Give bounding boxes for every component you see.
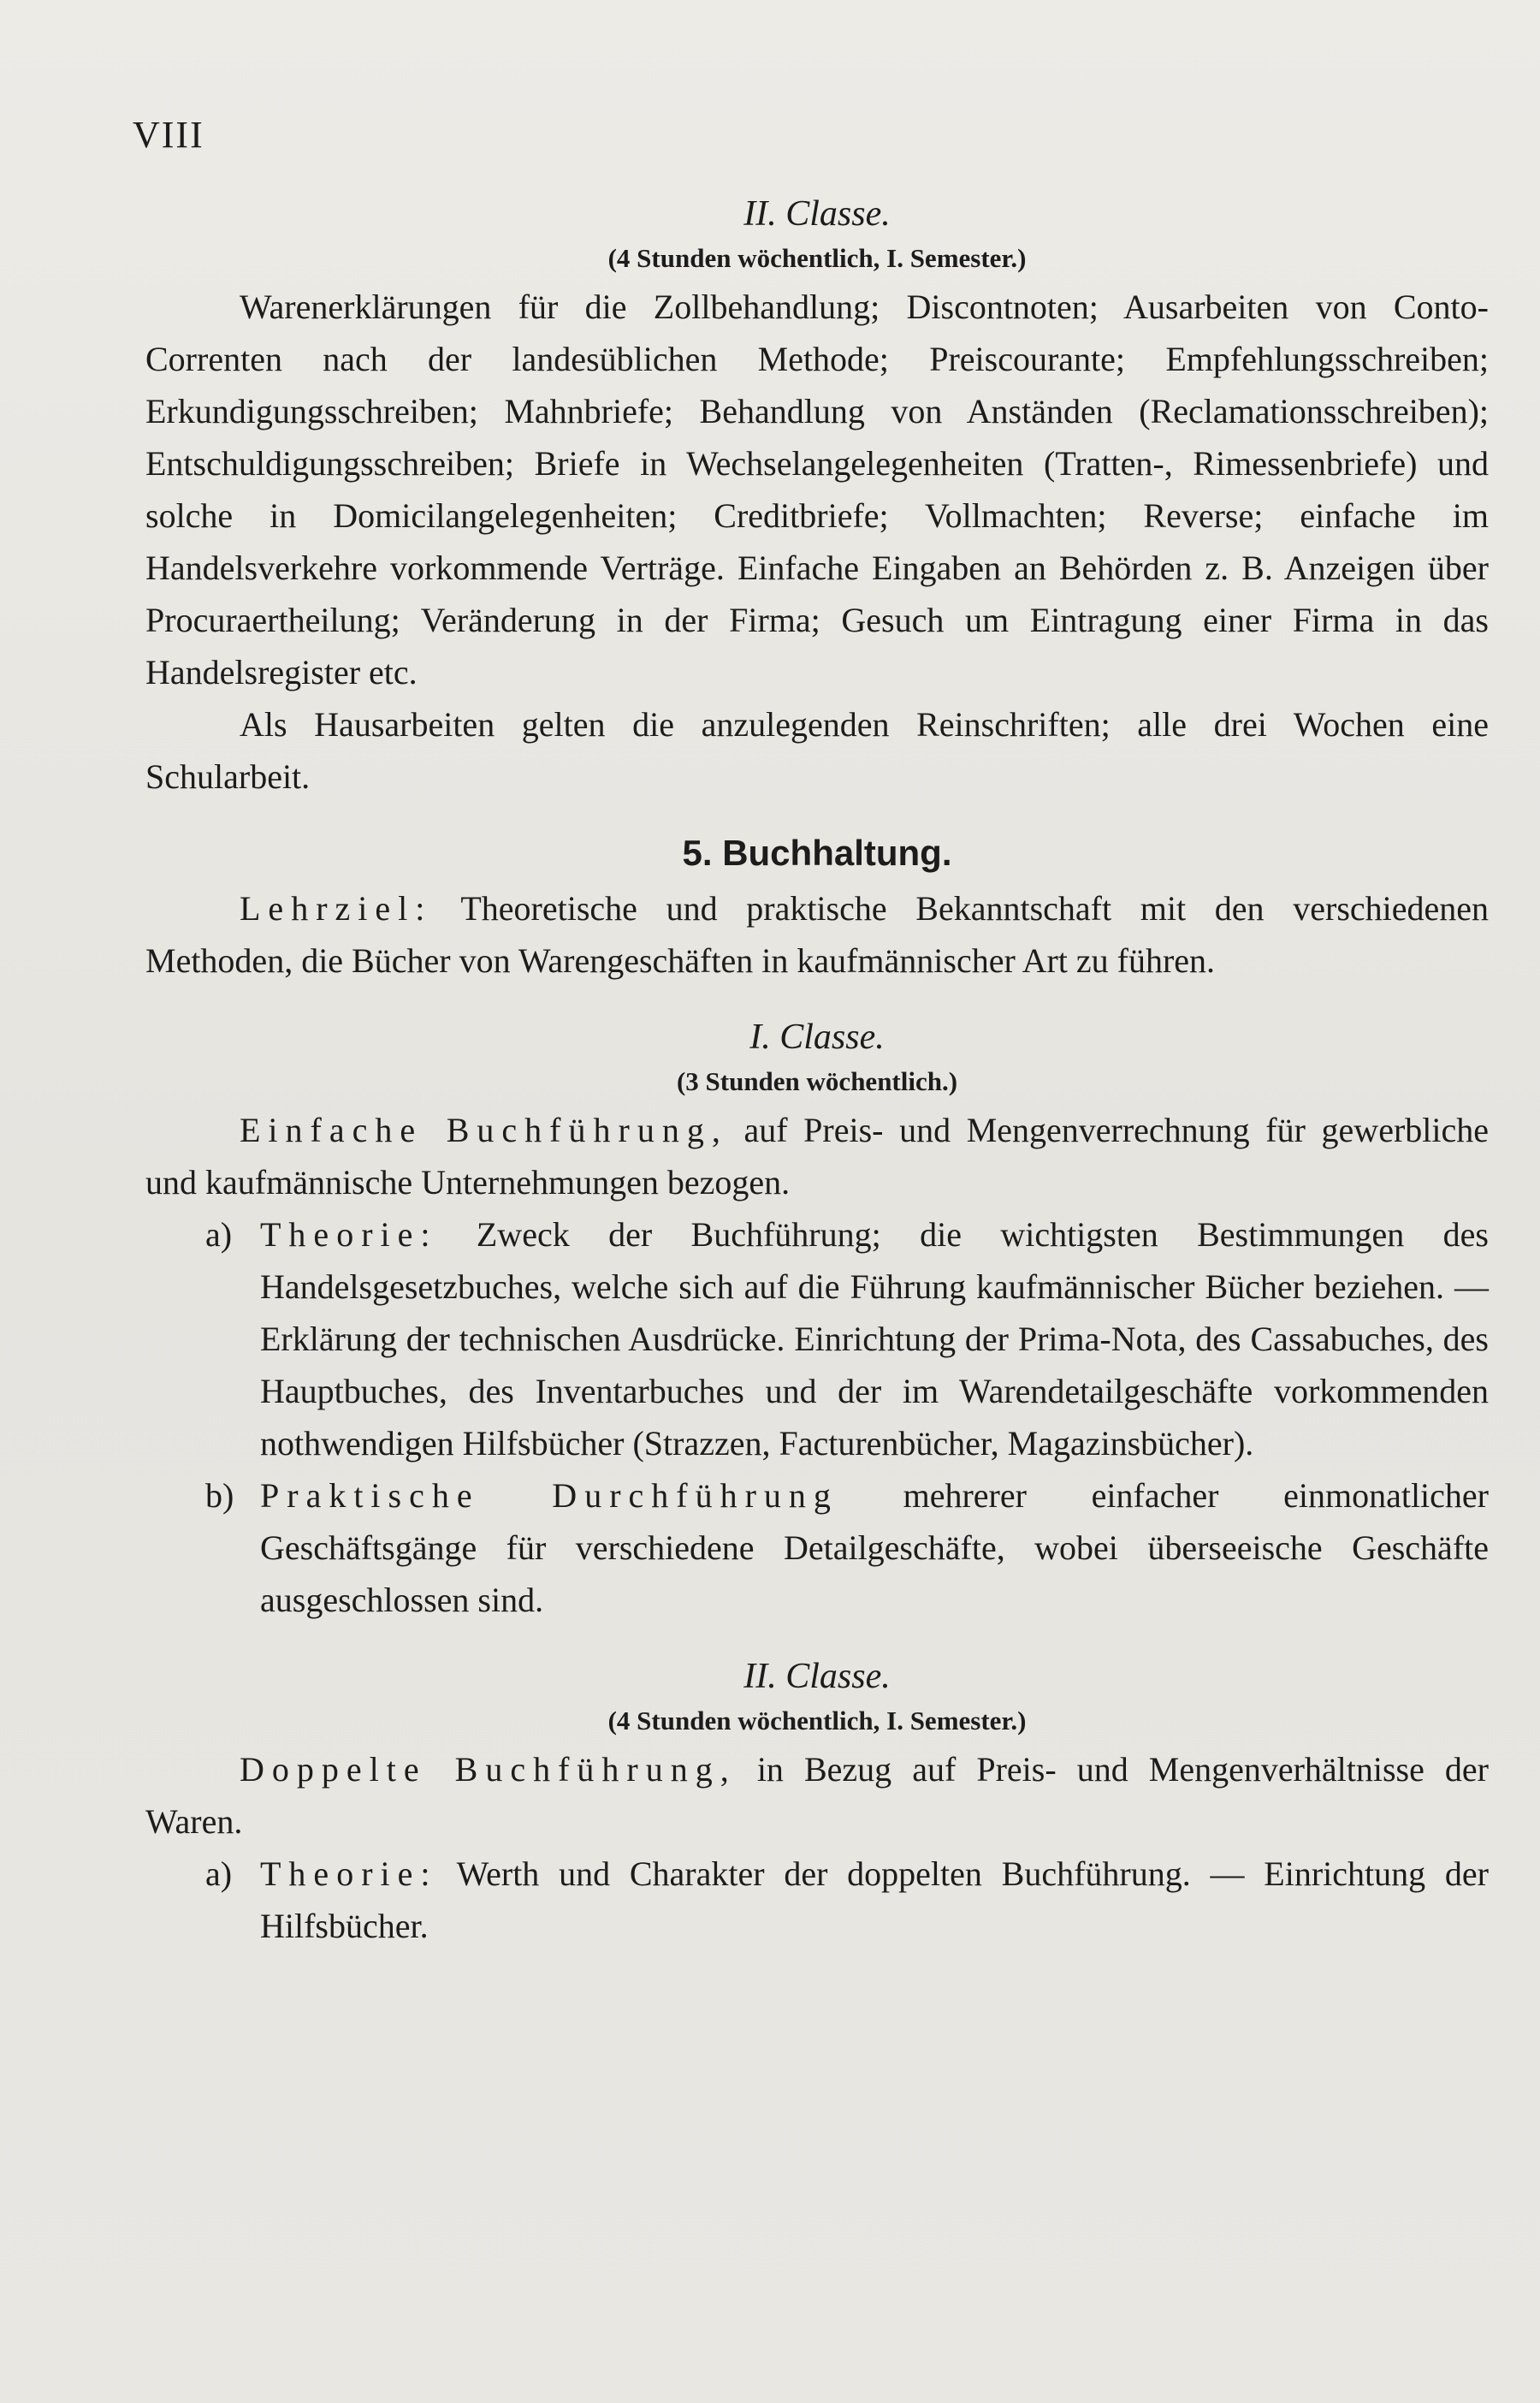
list-item-theorie-i xyxy=(145,1208,1489,1469)
class-heading-ii-b: II. Classe. xyxy=(743,1656,891,1696)
paragraph-lehrziel xyxy=(145,882,1489,987)
list-item-label: Theorie: xyxy=(260,1214,438,1254)
list-item-label: Praktische Durchführung xyxy=(260,1475,838,1515)
lehrziel-text: Theoretische und praktische Bekanntschaft mit den verschiedenen Methoden, die Bücher von Warengeschäften in kaufmännischer Art zu führen. xyxy=(145,888,1490,980)
list-marker: a) xyxy=(205,1214,233,1254)
list-marker: a) xyxy=(205,1854,233,1893)
list-item-body: Werth und Charakter der doppelten Buchführung. — Einrichtung der Hilfsbücher. xyxy=(260,1854,1489,1945)
list-item-body: Zweck der Buchführung; die wichtigsten Bestimmungen des Handelsgesetzbuches, welche sich auf die Führung kaufmännischer Bücher beziehen. — Erklärung der technischen Ausdrücke. Einrichtung der Prima-Nota, des Cassabuches, des Hauptbuches, des Inventarbuches und der im Warendetailgeschäfte vorkommenden nothwendigen Hilfsbücher (Strazzen, Facturenbücher, Magazinsbücher). xyxy=(260,1214,1489,1463)
list-item-text xyxy=(260,1208,1489,1469)
list-marker: b) xyxy=(205,1475,234,1515)
list-item-label: Theorie: xyxy=(260,1854,438,1893)
paragraph-einfache-buchfuehrung xyxy=(145,1104,1489,1208)
hours-note-ii-a: (4 Stunden wöchentlich, I. Semester.) xyxy=(607,243,1027,274)
doppelte-buchfuehrung-label: Doppelte Buchführung, xyxy=(240,1749,737,1789)
class-heading-i: I. Classe. xyxy=(749,1017,885,1057)
doppelte-buchfuehrung-text: in Bezug auf Preis- und Mengenverhältnisse der Waren. xyxy=(145,1749,1490,1841)
list-item-praktische-durchfuehrung xyxy=(145,1469,1489,1626)
paragraph-doppelte-buchfuehrung xyxy=(145,1743,1489,1848)
page-number: VIII xyxy=(133,114,204,156)
paragraph-hausarbeiten: Als Hausarbeiten gelten die anzulegenden Reinschriften; alle drei Wochen eine Schularbeit. xyxy=(145,705,1489,797)
section-title-buchhaltung: 5. Buchhaltung. xyxy=(682,833,952,874)
einfache-buchfuehrung-label: Einfache Buchführung, xyxy=(240,1110,728,1149)
list-item-theorie-ii xyxy=(145,1848,1489,1952)
class-heading-ii-a: II. Classe. xyxy=(743,194,891,234)
lehrziel-label: Lehrziel: xyxy=(240,888,433,928)
einfache-buchfuehrung-text: auf Preis- und Mengenverrechnung für gewerbliche und kaufmännische Unternehmungen bezogen. xyxy=(145,1110,1490,1202)
list-item-text xyxy=(260,1848,1489,1952)
list-item-body: mehrerer einfacher einmonatlicher Geschäftsgänge für verschiedene Detailgeschäfte, wobei überseeische Geschäfte ausgeschlossen sind. xyxy=(260,1475,1489,1619)
paragraph-warenerklaerungen: Warenerklärungen für die Zollbehandlung; Discontnoten; Ausarbeiten von Conto-Correnten nach der landesüblichen Methode; Preiscourante; Empfehlungsschreiben; Erkundigungsschreiben; Mahnbriefe; Behandlung von Anständen (Reclamationsschreiben); Entschuldigungsschreiben; Briefe in Wechselangelegenheiten (Tratten-, Rimessenbriefe) und solche in Domicilangelegenheiten; Creditbriefe; Vollmachten; Reverse; einfache im Handelsverkehre vorkommende Verträge. Einfache Eingaben an Behörden z. B. Anzeigen über Procuraertheilung; Veränderung in der Firma; Gesuch um Eintragung einer Firma in das Handelsregister etc. xyxy=(145,288,1489,692)
hours-note-ii-b: (4 Stunden wöchentlich, I. Semester.) xyxy=(607,1706,1027,1736)
hours-note-i: (3 Stunden wöchentlich.) xyxy=(676,1065,958,1096)
list-doppelte-buchfuehrung xyxy=(145,1848,1489,1952)
list-item-text xyxy=(260,1469,1489,1626)
page-content xyxy=(145,193,1489,1952)
list-einfache-buchfuehrung xyxy=(145,1208,1489,1626)
